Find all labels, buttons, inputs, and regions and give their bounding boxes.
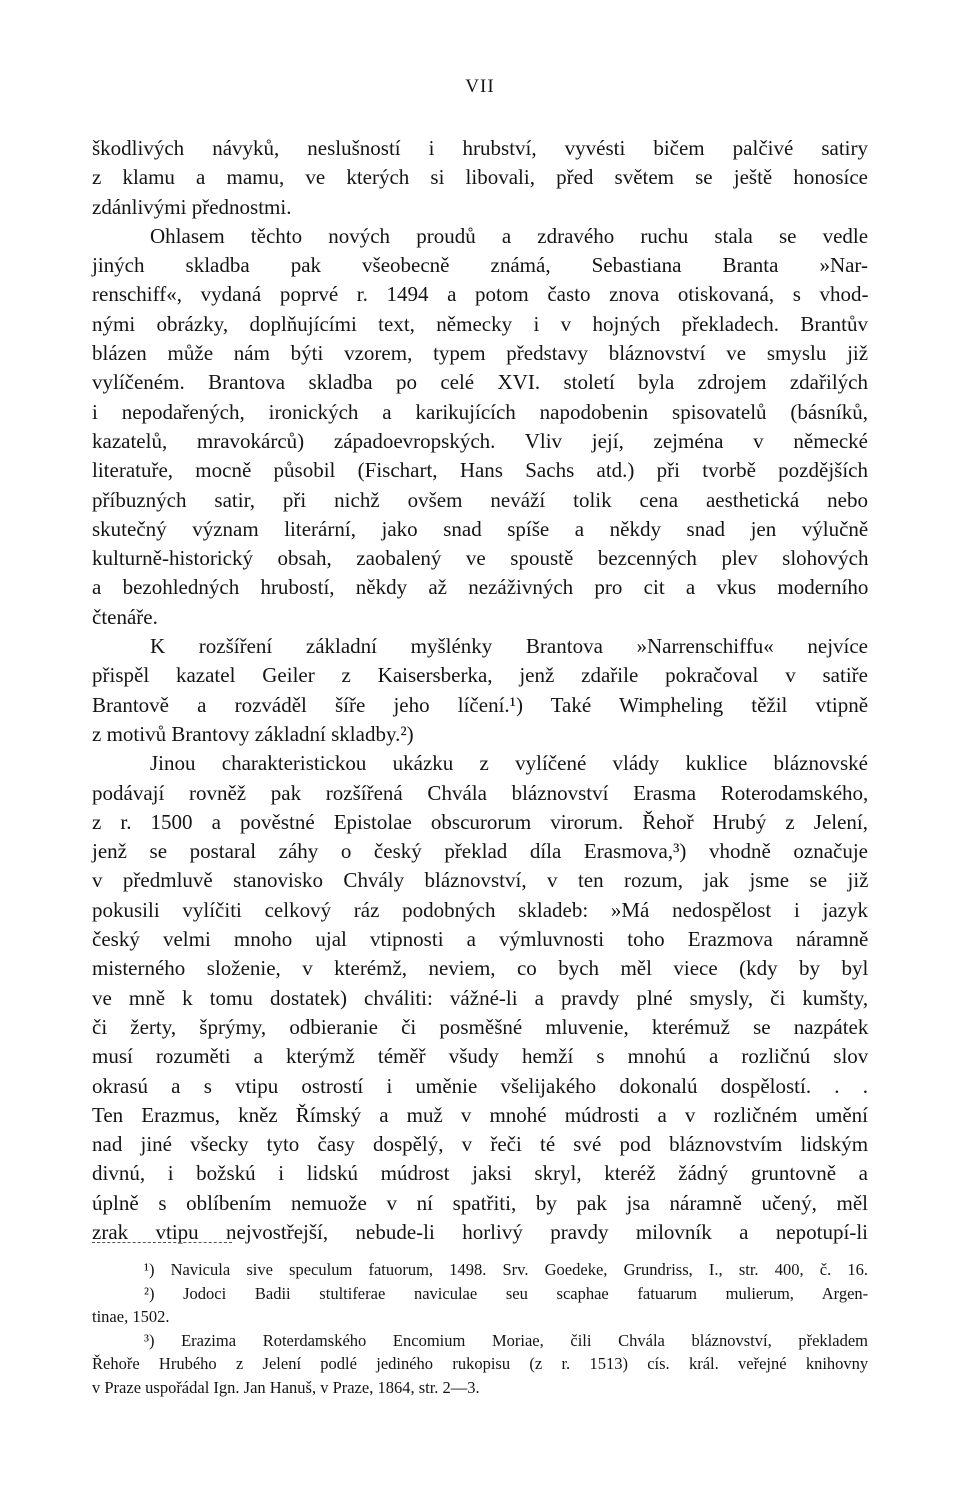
footnotes	[92, 1258, 868, 1399]
footnote-line: v Praze uspořádal Ign. Jan Hanuš, v Praze, 1864, str. 2—3.	[92, 1377, 480, 1397]
body-line: ve mně k tomu dostatek) chváliti: vážné-li a pravdy plné smysly, či kumšty,	[92, 985, 869, 1010]
footnote-line: ²) Jodoci Badii stultiferae naviculae seu scaphae fatuarum mulierum, Argen-	[144, 1283, 869, 1303]
footnote-line: Řehoře Hrubého z Jelení podlé jediného rukopisu (z r. 1513) cís. král. veřejné knihovny	[92, 1354, 869, 1373]
body-line: nad jiné všecky tyto časy dospělý, v řeči té své pod bláznovstvím lidským	[92, 1132, 869, 1157]
body-line: jiných skladba pak všeobecně známá, Sebastiana Branta »Nar-	[92, 253, 868, 278]
body-line: jenž se postaral záhy o český překlad díla Erasmova,³) vhodně označuje	[92, 839, 868, 864]
body-line: a bezohledných hrubostí, někdy až nezáživných pro cit a vkus moderního	[92, 575, 869, 600]
body-line: Jinou charakteristickou ukázku z vylíčené vlády kuklice bláznovské	[150, 751, 868, 776]
body-line: přispěl kazatel Geiler z Kaisersberka, jenž zdařile pokračoval v satiře	[92, 663, 868, 688]
body-line: nými obrázky, doplňujícími text, německy i v hojných překladech. Brantův	[92, 311, 868, 336]
body-line: kulturně-historický obsah, zaobalený ve spoustě bezcenných plev slohových	[92, 546, 869, 571]
body-line: literatuře, mocně působil (Fischart, Hans Sachs atd.) při tvorbě pozdějších	[92, 458, 868, 483]
footnote-divider	[92, 1242, 232, 1243]
body-line: z r. 1500 a pověstné Epistolae obscurorum virorum. Řehoř Hrubý z Jelení,	[92, 809, 869, 834]
body-line: kazatelů, mravokárců) západoevropských. Vliv její, zejména v německé	[92, 428, 868, 453]
body-line: čtenáře.	[92, 604, 158, 629]
page-number: VII	[465, 76, 495, 97]
body-line: český velmi mnoho ujal vtipnosti a výmluvnosti toho Erazmova náramně	[92, 927, 869, 952]
footnote-line: ³) Erazima Roterdamského Encomium Moriae, čili Chvála bláznovství, překladem	[144, 1330, 868, 1350]
body-line: zrak vtipu nejvostřejší, nebude-li horlivý pravdy milovník a nepotupí-li	[92, 1219, 868, 1244]
footnote-line: tinae, 1502.	[92, 1307, 170, 1326]
body-line: Ten Erazmus, kněz Římský a muž v mnohé múdrosti a v rozličném umění	[92, 1102, 868, 1127]
body-line: K rozšíření základní myšlénky Brantova »Narrenschiffu« nejvíce	[150, 634, 868, 659]
body-line: Brantově a rozváděl šíře jeho líčení.¹) Také Wimpheling těžil vtipně	[92, 692, 869, 717]
body-line: pokusili vylíčiti celkový ráz podobných skladeb: »Má nedospělost i jazyk	[92, 897, 868, 922]
body-line: vylíčeném. Brantova skladba po celé XVI. století byla zdrojem zdařilých	[92, 370, 868, 395]
body-text	[92, 134, 868, 1247]
body-line: skutečný význam literární, jako snad spíše a někdy snad jen výlučně	[92, 516, 869, 541]
body-line: v předmluvě stanovisko Chvály bláznovství, v ten rozum, jak jsme se již	[92, 868, 869, 893]
body-line: Ohlasem těchto nových proudů a zdravého ruchu stala se vedle	[150, 223, 869, 248]
body-line: divnú, i božskú i lidskú múdrost jaksi skryl, kteréž žádný gruntovně a	[92, 1161, 868, 1186]
body-line: misterného složenie, v kterémž, neviem, co bych měl viece (kdy by byl	[92, 956, 869, 981]
body-line: musí rozuměti a kterýmž téměř všudy hemží s mnohú a rozličnú slov	[92, 1044, 869, 1069]
body-line: příbuzných satir, při nichž ovšem neváží tolik cena aesthetická nebo	[92, 487, 868, 512]
body-line: podávají rovněž pak rozšířená Chvála bláznovství Erasma Roterodamského,	[92, 780, 869, 805]
body-line: škodlivých návyků, neslušností i hrubství, vyvésti bičem palčivé satiry	[92, 136, 868, 160]
body-line: i nepodařených, ironických a karikujících napodobenin spisovatelů (básníků,	[92, 399, 868, 424]
body-line: z klamu a mamu, ve kterých si libovali, před světem se ještě honosíce	[92, 165, 868, 190]
body-line: či žerty, šprýmy, odbieranie či posměšné mluvenie, kterémuž se nazpátek	[92, 1014, 869, 1039]
body-line: blázen může nám býti vzorem, typem představy bláznovství ve smyslu již	[92, 341, 869, 366]
body-line: okrasú a s vtipu ostrostí i uměnie všelijakého dokonalú dospělostí. . .	[92, 1073, 868, 1098]
footnote-line: ¹) Navicula sive speculum fatuorum, 1498. Srv. Goedeke, Grundriss, I., str. 400, č. 16.	[144, 1260, 868, 1279]
body-line: z motivů Brantovy základní skladby.²)	[92, 721, 414, 746]
body-line: zdánlivými přednostmi.	[92, 194, 292, 219]
body-line: renschiff«, vydaná poprvé r. 1494 a potom často znova otiskovaná, s vhod-	[92, 282, 869, 307]
body-line: úplně s oblíbením nemuože v ní spatřiti, by pak jsa náramně učený, měl	[92, 1190, 869, 1215]
